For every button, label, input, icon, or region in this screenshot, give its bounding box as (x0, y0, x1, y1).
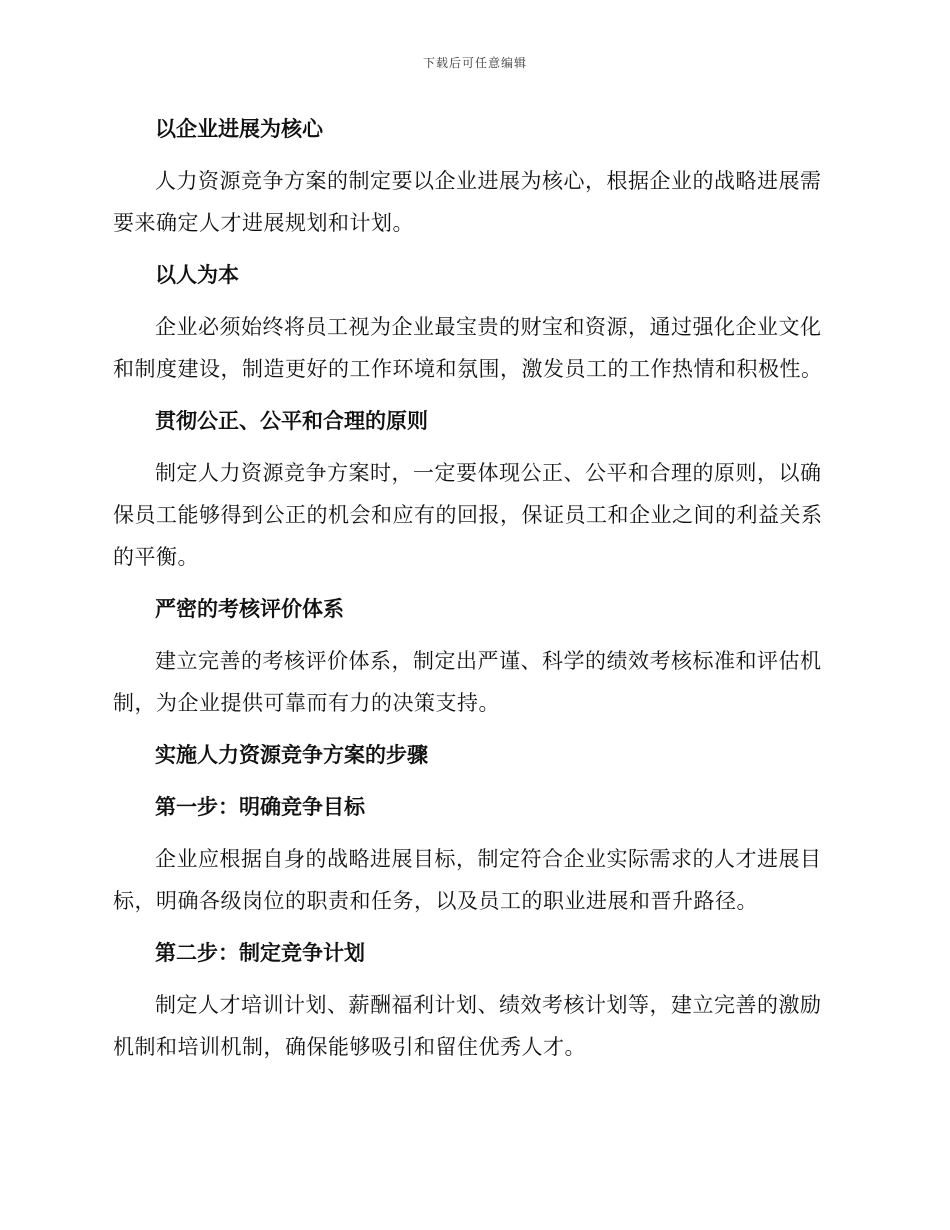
page-header: 下载后可任意编辑 (422, 56, 527, 70)
body-paragraph: 制定人才培训计划、薪酬福利计划、绩效考核计划等，建立完善的激励机制和培训机制，确保能够吸引和留住优秀人才。 (113, 993, 822, 1059)
step-heading: 第一步：明确竞争目标 (155, 794, 365, 819)
body-paragraph: 制定人力资源竞争方案时，一定要体现公正、公平和合理的原则，以确保员工能够得到公正的机会和应有的回报，保证员工和企业之间的利益关系的平衡。 (113, 461, 823, 569)
body-paragraph: 人力资源竞争方案的制定要以企业进展为核心，根据企业的战略进展需要来确定人才进展规划和计划。 (113, 169, 822, 235)
section-heading: 以企业进展为核心 (155, 116, 323, 141)
section-heading: 实施人力资源竞争方案的步骤 (155, 742, 428, 767)
body-paragraph: 企业应根据自身的战略进展目标，制定符合企业实际需求的人才进展目标，明确各级岗位的职责和任务，以及员工的职业进展和晋升路径。 (113, 847, 822, 913)
section-heading: 严密的考核评价体系 (155, 596, 344, 621)
section-heading: 贯彻公正、公平和合理的原则 (155, 408, 428, 433)
body-paragraph: 企业必须始终将员工视为企业最宝贵的财宝和资源，通过强化企业文化和制度建设，制造更好的工作环境和氛围，激发员工的工作热情和积极性。 (113, 315, 823, 381)
section-heading: 以人为本 (155, 262, 239, 287)
step-heading: 第二步：制定竞争计划 (155, 940, 365, 965)
body-paragraph: 建立完善的考核评价体系，制定出严谨、科学的绩效考核标准和评估机制，为企业提供可靠而有力的决策支持。 (113, 649, 822, 715)
document-body (113, 108, 833, 1078)
